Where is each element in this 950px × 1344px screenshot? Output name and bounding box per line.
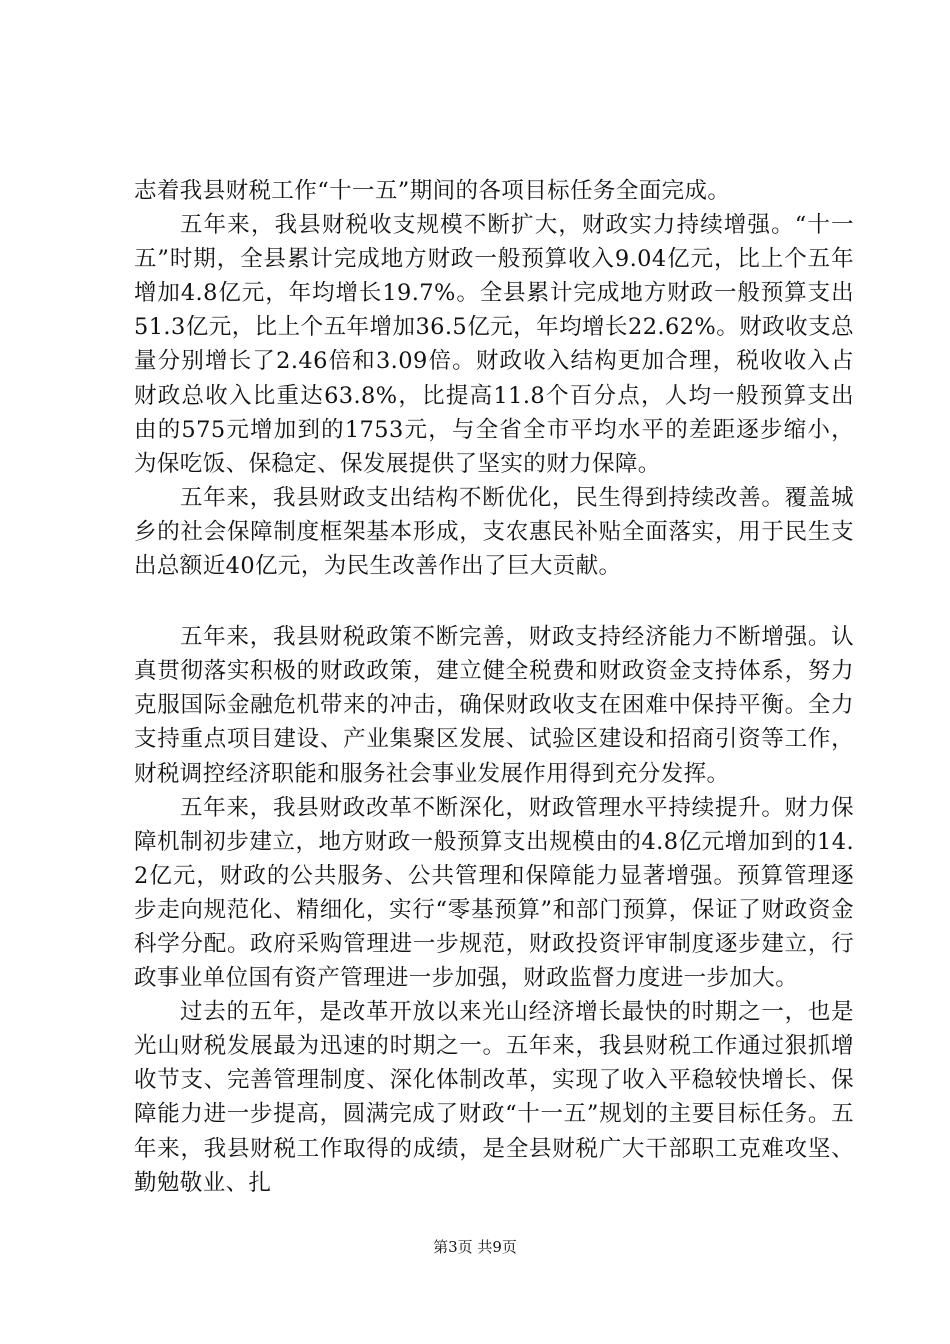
paragraph-continuation: 志着我县财税工作“十一五”期间的各项目标任务全面完成。 (134, 178, 731, 204)
document-body (134, 174, 854, 1200)
paragraph-gap (134, 583, 854, 620)
paragraph-expenditure-structure: 五年来，我县财政支出结构不断优化，民生得到持续改善。覆盖城乡的社会保障制度框架基本形成，支农惠民补贴全面落实，用于民生支出总额近40亿元，为民生改善作出了巨大贡献。 (134, 484, 854, 580)
paragraph-fiscal-policy: 五年来，我县财税政策不断完善，财政支持经济能力不断增强。认真贯彻落实积极的财政政策，建立健全税费和财政资金支持体系，努力克服国际金融危机带来的冲击，确保财政收支在困难中保持平衡。全力支持重点项目建设、产业集聚区发展、试验区建设和招商引资等工作，财税调控经济职能和服务社会事业发展作用得到充分发挥。 (134, 624, 854, 787)
page-footer: 第3页 共9页 (433, 1238, 517, 1256)
paragraph-fiscal-scale: 五年来，我县财税收支规模不断扩大，财政实力持续增强。“十一五”时期，全县累计完成地方财政一般预算收入9.04亿元，比上个五年增加4.8亿元，年均增长19.7%。全县累计完成地方财政一般预算支出51.3亿元，比上个五年增加36.5亿元，年均增长22.62%。财政收支总量分别增长了2.46倍和3.09倍。财政收入结构更加合理，税收收入占财政总收入比重达63.8%，比提高11.8个百分点，人均一般预算支出由的575元增加到的1753元，与全省全市平均水平的差距逐步缩小，为保吃饭、保稳定、保发展提供了坚实的财力保障。 (134, 212, 854, 477)
paragraph-fiscal-reform: 五年来，我县财政改革不断深化，财政管理水平持续提升。财力保障机制初步建立，地方财政一般预算支出规模由的4.8亿元增加到的14.2亿元，财政的公共服务、公共管理和保障能力显著增强。预算管理逐步走向规范化、精细化，实行“零基预算”和部门预算，保证了财政资金科学分配。政府采购管理进一步规范，财政投资评审制度逐步建立，行政事业单位国有资产管理进一步加强，财政监督力度进一步加大。 (134, 794, 854, 992)
paragraph-five-years-summary: 过去的五年，是改革开放以来光山经济增长最快的时期之一，也是光山财税发展最为迅速的时期之一。五年来，我县财税工作通过狠抓增收节支、完善管理制度、深化体制改革，实现了收入平稳较快增长、保障能力进一步提高，圆满完成了财政“十一五”规划的主要目标任务。五年来，我县财税工作取得的成绩，是全县财税广大干部职工克难攻坚、勤勉敬业、扎 (134, 999, 854, 1196)
